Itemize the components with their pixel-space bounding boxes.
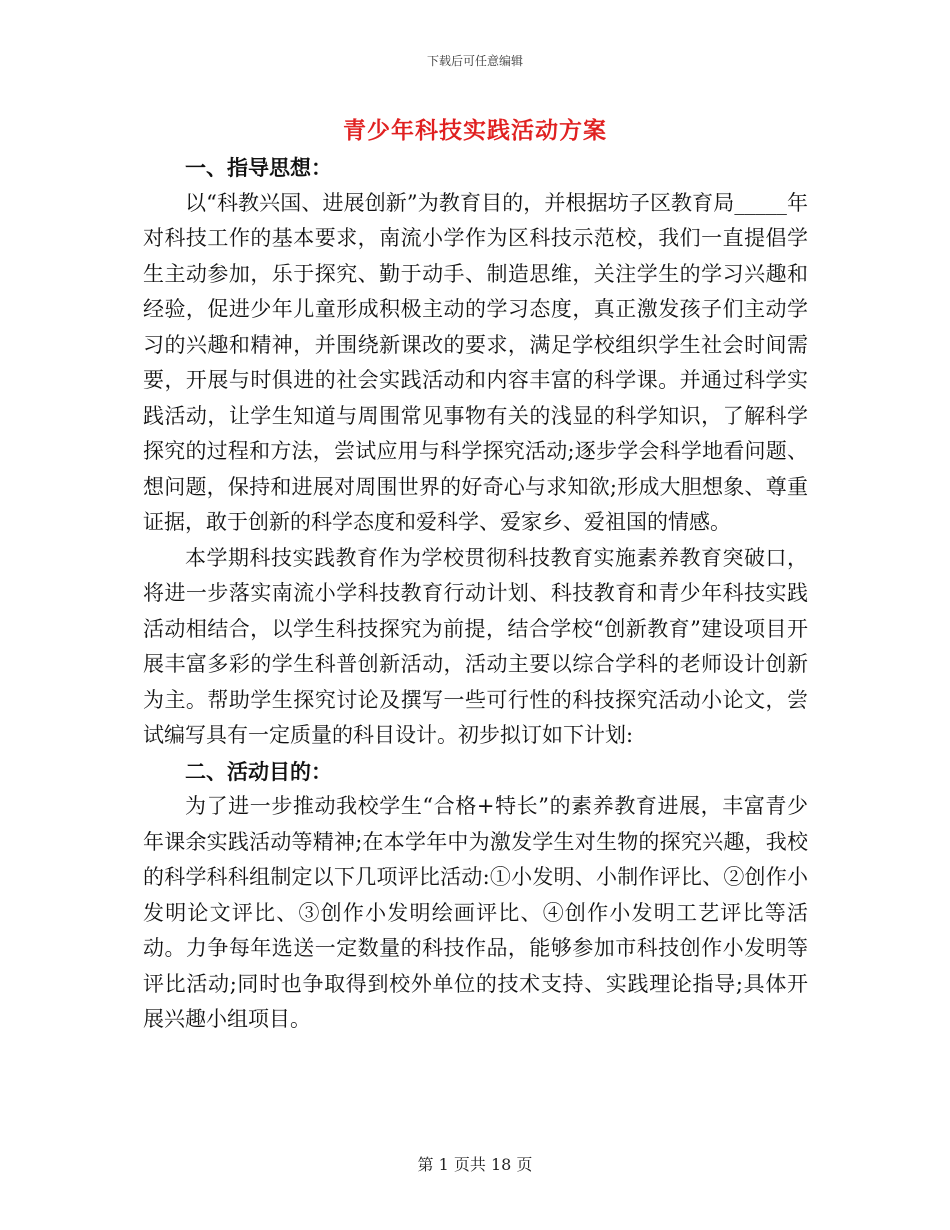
document-title: 青少年科技实践活动方案 bbox=[343, 117, 607, 144]
paragraph: 为了进一步推动我校学生“合格+特长”的素养教育进展，丰富青少年课余实践活动等精神;在本学年中为激发学生对生物的探究兴趣，我校的科学科科组制定以下几项评比活动:①小发明、小制作评比、②创作小发明论文评比、③创作小发明绘画评比、④创作小发明工艺评比等活动。力争每年选送一定数量的科技作品，能够参加市科技创作小发明等评比活动;同时也争取得到校外单位的技术支持、实践理论指导;具体开展兴趣小组项目。 bbox=[143, 794, 808, 1031]
page-number: 第 1 页共 18 页 bbox=[417, 1155, 533, 1174]
page-header-note: 下载后可任意编辑 bbox=[426, 54, 523, 68]
paragraph: 以“科教兴国、进展创新”为教育目的，并根据坊子区教育局_____年对科技工作的基本要求，南流小学作为区科技示范校，我们一直提倡学生主动参加，乐于探究、勤于动手、制造思维，关注学生的学习兴趣和经验，促进少年儿童形成积极主动的学习态度，真正激发孩子们主动学习的兴趣和精神，并围绕新课改的要求，满足学校组织学生社会时间需要，开展与时俱进的社会实践活动和内容丰富的科学课。并通过科学实践活动，让学生知道与周围常见事物有关的浅显的科学知识，了解科学探究的过程和方法，尝试应用与科学探究活动;逐步学会科学地看问题、想问题，保持和进展对周围世界的好奇心与求知欲;形成大胆想象、尊重证据，敢于创新的科学态度和爱科学、爱家乡、爱祖国的情感。 bbox=[143, 190, 808, 534]
document-body bbox=[143, 150, 808, 1038]
section-heading-guiding-thought: 一、指导思想： bbox=[185, 155, 332, 180]
section-heading-activity-purpose: 二、活动目的： bbox=[185, 758, 332, 784]
paragraph: 本学期科技实践教育作为学校贯彻科技教育实施素养教育突破口，将进一步落实南流小学科技教育行动计划、科技教育和青少年科技实践活动相结合，以学生科技探究为前提，结合学校“创新教育”建设项目开展丰富多彩的学生科普创新活动，活动主要以综合学科的老师设计创新为主。帮助学生探究讨论及撰写一些可行性的科技探究活动小论文，尝试编写具有一定质量的科目设计。初步拟订如下计划: bbox=[143, 545, 808, 747]
